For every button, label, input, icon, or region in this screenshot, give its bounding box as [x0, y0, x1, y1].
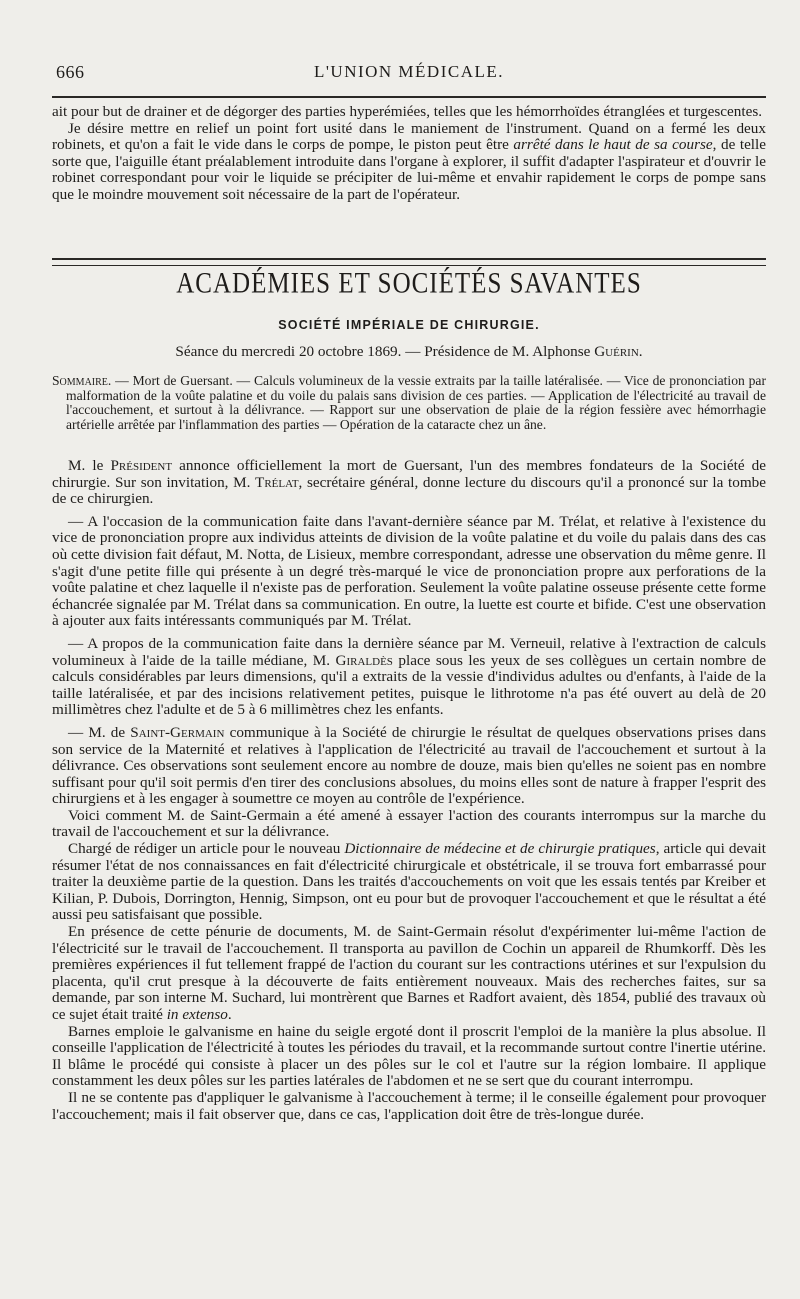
p1-c: annonce officiellement la mort de Guersant, l'un des membres fondateurs de la Société de chirurgie. Sur son invitation, M. [52, 457, 766, 491]
session-president: Guérin [594, 343, 639, 360]
intro-p2-end: , de telle sorte que, l'aiguille étant préalablement introduite dans l'organe à explorer, il suffit d'adapter l'aspirateur et d'ouvrir le robinet correspondant pour voir le liquide se précipiter de lui-même et envahir rapidement le corps de pompe sans que le moindre mouvement soit nécessaire de la part de l'opérateur. [52, 136, 766, 203]
p6-dictionary-title: Dictionnaire de médecine et de chirurgie pratiques [344, 840, 656, 858]
body-paragraph-3 [52, 636, 766, 719]
p1-president: Président [110, 457, 173, 474]
page-number: 666 [56, 62, 85, 82]
summary-text: . — Mort de Guersant. — Calculs volumineux de la vessie extraits par la taille latéralisée. — Vice de prononciation par malformation de la voûte palatine et du voile du palais sans division de ces parties. — Application de l'électricité au travail de l'accouchement, et surtout à la délivrance. — Rapport sur une observation de plaie de la région fessière avec hémorrhagie artérielle arrêtée par l'inflammation des parties — Opération de la cataracte chez un âne. [66, 373, 766, 433]
section-title: ACADÉMIES ET SOCIÉTÉS SAVANTES [176, 267, 642, 300]
body-paragraph-7 [52, 924, 766, 1024]
intro-paragraph-1: ait pour but de drainer et de dégorger des parties hyperémiées, telles que les hémorrhoïdes étranglées et turgescentes. [52, 103, 763, 120]
p6-c: , article qui devait résumer l'état de nos connaissances en fait d'électricité chirurgicale et obstétricale, il se trouva fort embarrassé pour traiter la deuxième partie de la question. Dans les traités d'accouchements on voit que les essais tentés par Kreiber et Kilian, P. Dubois, Dorrington, Hennig, Simpson, ont eu pour but de provoquer l'accouchement et que le résultat a été aussi peu satisfaisant que possible. [52, 840, 766, 924]
intro-paragraph-2 [52, 121, 766, 204]
intro-p2-start: Je désire mettre en relief un point fort usité dans le maniement de l'instrument. Quand on a fermé les deux robinets, et qu'on a fait le vide dans le corps de pompe, le piston peut être [52, 119, 766, 154]
session-end: . [638, 343, 643, 360]
body-text [52, 458, 766, 1123]
session-text: Séance du mercredi 20 octobre 1869. — Présidence de M. Alphonse [175, 343, 595, 360]
body-paragraph-6 [52, 841, 766, 924]
running-head [52, 62, 766, 86]
p3-c: place sous les yeux de ses collègues un certain nombre de calculs considérables par leurs dimensions, qu'il a extraits de la vessie d'individus adultes ou d'enfants, à l'aide de la taille latéralisée, et par des incisions relativement petites, puisque le lithrotome n'a pas été ouvert au delà de 20 millimètres chez l'adulte et de 5 à 6 millimètres chez les enfants. [52, 651, 766, 719]
p4-c: communique à la Société de chirurgie le résultat de quelques observations prises dans son service de la Maternité et relatives à l'application de l'électricité au travail de l'accouchement et surtout à la délivrance. Ces observations sont seulement encore au nombre de douze, mais bien qu'elles ne soient pas en nombre suffisant pour qu'il soit permis d'en tirer des conclusions absolues, du moins elles sont de nature à frapper l'esprit des chirurgiens et à les engager à soumettre ce moyen au contrôle de l'expérience. [52, 723, 766, 808]
summary-block [52, 374, 766, 433]
session-line [52, 343, 766, 361]
p3-a: — A propos de la communication faite dans la dernière séance par M. Verneuil, relative à l'extraction de calculs volumineux à l'aide de la taille médiane, M. [52, 634, 766, 669]
society-heading: SOCIÉTÉ IMPÉRIALE DE CHIRURGIE. [278, 318, 540, 332]
journal-title: L'UNION MÉDICALE. [313, 62, 505, 81]
p4-a: — M. de [68, 723, 131, 741]
body-paragraph-2: — A l'occasion de la communication faite dans l'avant-dernière séance par M. Trélat, et relative à l'existence du vice de prononciation propre aux individus atteints de division de la voûte palatine et du voile du palais dans des cas où cette division fait défaut, M. Notta, de Lisieux, membre correspondant, adresse une observation du même genre. Il s'agit d'une petite fille qui présente à un degré très-marqué le vice de prononciation propre aux perforations de la voûte palatine et chez laquelle il n'existe pas de perforation. Seulement la voûte palatine osseuse présente cette forme échancrée signalée par M. Trélat dans sa communication. En outre, la luette est courte et bifide. C'est une observation à ajouter aux faits intéressants communiqués par M. Trélat. [52, 512, 767, 630]
p1-e: , secrétaire général, donne lecture du discours qu'il a prononcé sur la tombe de ce chirurgien. [52, 473, 766, 508]
p3-giraldes: Giraldès [335, 651, 393, 669]
body-paragraph-9: Il ne se contente pas d'appliquer le galvanisme à l'accouchement à terme; il le conseille également pour provoquer l'accouchement; mais il fait observer que, dans ce cas, l'application doit être de très-longue durée. [52, 1088, 766, 1123]
summary-label: Sommaire [52, 373, 108, 388]
summary-paragraph [52, 374, 766, 433]
intro-p2-italic: arrêté dans le haut de sa course [513, 136, 713, 154]
body-paragraph-8: Barnes emploie le galvanisme en haine du seigle ergoté dont il proscrit l'emploi de la manière la plus absolue. Il conseille l'application de l'électricité à toutes les périodes du travail, et la recommande surtout contre l'inertie utérine. Il blâme le procédé qui consiste à placer un des pôles sur le col et l'autre sur la région lombaire. Il applique constamment les deux pôles sur les parties latérales de l'abdomen et ne se sert que du courant interrompu. [52, 1022, 766, 1090]
body-paragraph-5: Voici comment M. de Saint-Germain a été amené à essayer l'action des courants interrompus sur la marche du travail de l'accouchement et sur la délivrance. [52, 806, 766, 841]
p4-saint-germain: Saint-Germain [130, 723, 225, 741]
p7-in-extenso: in extenso [166, 1006, 228, 1023]
body-paragraph-4 [52, 725, 766, 808]
p7-a: En présence de cette pénurie de documents, M. de Saint-Germain résolut d'expérimenter lui-même l'action de l'électricité sur le travail de l'accouchement. Il transporta au pavillon de Cochin un appareil de Rhumkorff. Dès les premières expériences il fut tellement frappé de l'action du courant sur les contractions utérines et sur l'expulsion du placenta, qu'il crut presque à la découverte de faits entièrement nouveaux. Mais des recherches faites, sur sa demande, par son interne M. Suchard, lui montrèrent que Barnes et Radfort avaient, dès 1854, publié des travaux où ce sujet était traité [52, 923, 766, 1023]
body-paragraph-1 [52, 458, 766, 508]
p1-trelat: Trélat [255, 473, 299, 491]
p7-c: . [227, 1006, 232, 1023]
header-rule [52, 96, 766, 98]
p1-a: M. le [68, 457, 111, 474]
p6-a: Chargé de rédiger un article pour le nouveau [68, 840, 345, 858]
section-rule [52, 258, 766, 266]
intro-text [52, 104, 766, 204]
